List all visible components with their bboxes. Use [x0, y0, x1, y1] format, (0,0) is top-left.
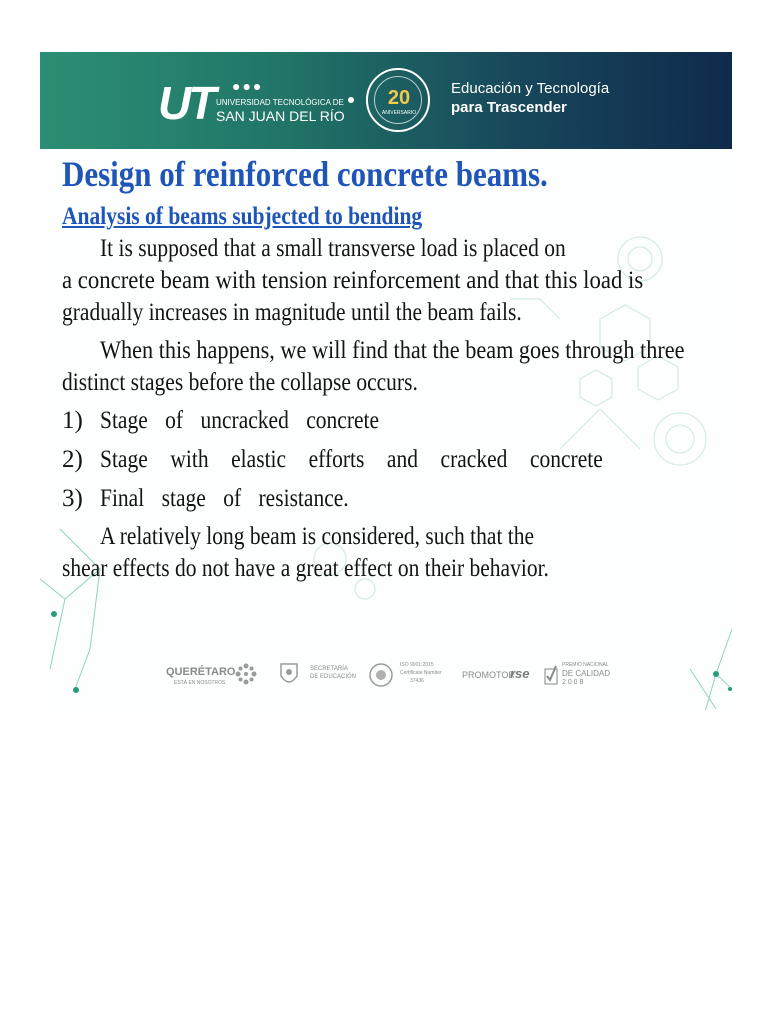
- paragraph2-line2: distinct stages before the collapse occurs.: [62, 369, 418, 396]
- header-banner: [40, 52, 732, 149]
- secretaria-label: SECRETARÍA: [310, 666, 348, 672]
- slide: [40, 52, 732, 710]
- promotor-rse-label: rse: [510, 666, 530, 681]
- paragraph1-line2: a concrete beam with tension reinforcement and that this load is: [62, 267, 644, 294]
- university-name-line1: UNIVERSIDAD TECNOLÓGICA DE: [216, 98, 344, 107]
- slogan-line2: para Trascender: [451, 99, 567, 116]
- iso-certification-seal-icon: [368, 662, 394, 688]
- anniversary-text: ANIVERSARIO: [381, 110, 417, 116]
- anniversary-seal: [366, 68, 430, 132]
- section-subtitle: Analysis of beams subjected to bending: [62, 203, 423, 230]
- stage-3-text: Final stage of resistance.: [100, 485, 349, 512]
- premio-line1: PREMIO NACIONAL: [562, 662, 609, 668]
- queretaro-logo-text: QUERÉTARO: [166, 666, 236, 678]
- footer-logos: [166, 658, 626, 694]
- iso-line1: ISO 9001:2015: [400, 662, 434, 668]
- paragraph3-line2: shear effects do not have a great effect on their behavior.: [62, 555, 549, 582]
- paragraph3-line1: A relatively long beam is considered, such that the: [100, 523, 535, 550]
- paragraph2-line1: When this happens, we will find that the beam goes through three: [100, 337, 685, 364]
- stage-3-number: 3): [62, 485, 83, 512]
- iso-line3: 37436: [410, 678, 424, 684]
- paragraph1-line3: gradually increases in magnitude until the beam fails.: [62, 299, 522, 326]
- anniversary-number: 20: [387, 87, 411, 109]
- stage-1-number: 1): [62, 407, 83, 434]
- separator-dot: [348, 97, 354, 103]
- anniversary-seal-inner: [374, 76, 422, 124]
- page-title: Design of reinforced concrete beams.: [62, 154, 548, 194]
- university-name-line2: SAN JUAN DEL RÍO: [216, 108, 345, 124]
- stage-2-text: Stage with elastic efforts and cracked concrete: [100, 446, 603, 473]
- secretaria-sublabel: DE EDUCACIÓN: [310, 674, 357, 680]
- state-coat-of-arms-icon: [278, 660, 300, 690]
- ut-logo-dots: ●●●: [232, 78, 264, 94]
- stage-1-text: Stage of uncracked concrete: [100, 407, 380, 434]
- ut-logo-mark: UT: [158, 77, 214, 129]
- slogan-line1: Educación y Tecnología: [451, 80, 610, 97]
- quality-check-icon: [544, 664, 558, 686]
- paragraph1-line1: It is supposed that a small transverse load is placed on: [100, 235, 566, 262]
- queretaro-logo-subtext: ESTÁ EN NOSOTROS: [174, 680, 226, 686]
- stage-2-number: 2): [62, 446, 83, 473]
- premio-year: 2 0 0 8: [562, 679, 584, 686]
- iso-line2: Certificate Number: [400, 670, 442, 676]
- premio-line2: DE CALIDAD: [562, 669, 611, 678]
- promotor-label: PROMOTOR: [462, 670, 515, 680]
- queretaro-flower-icon: [234, 662, 258, 686]
